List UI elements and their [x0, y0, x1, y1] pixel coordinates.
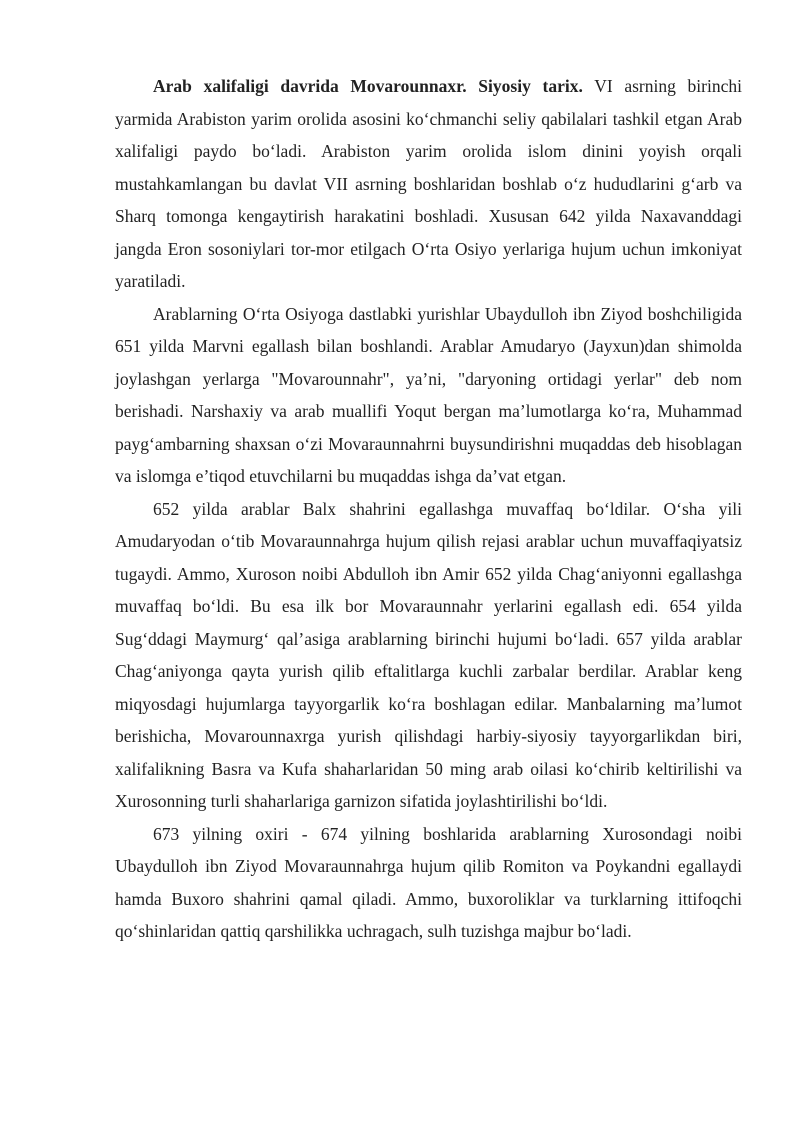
paragraph-3: 652 yilda arablar Balx shahrini egallashga muvaffaq bo‘ldilar. O‘sha yili Amudaryodan o‘tib Movaraunnahrga hujum qilish rejasi arablar uchun muvaffaqiyatsiz tugaydi. Ammo, Xuroson noibi Abdulloh ibn Amir 652 yilda Chag‘aniyonni egallashga muvaffaq bo‘ldi. Bu esa ilk bor Movaraunnahr yerlarini egallash edi. 654 yilda Sug‘ddagi Maymurg‘ qal’asiga arablarning birinchi hujumi bo‘ladi. 657 yilda arablar Chag‘aniyonga qayta yurish qilib eftalitlarga kuchli zarbalar berdilar. Arablar keng miqyosdagi hujumlarga tayyorgarlik ko‘ra boshlagan edilar. Manbalarning ma’lumot berishicha, Movarounnaxrga yurish qilishdagi harbiy-siyosiy tayyorgarlikdan biri, xalifalikning Basra va Kufa shaharlaridan 50 ming arab oilasi ko‘chirib keltirilishi va Xurosonning turli shaharlariga garnizon sifatida joylashtirilishi bo‘ldi.	[115, 498, 742, 811]
section-heading: Arab xalifaligi davrida Movarounnaxr. Siyosiy tarix.	[153, 76, 583, 96]
paragraph-2: Arablarning O‘rta Osiyoga dastlabki yurishlar Ubaydulloh ibn Ziyod boshchiligida 651 yilda Marvni egallash bilan boshlandi. Arablar Amudaryo (Jayxun)dan shimolda joylashgan yerlarga "Movarounnahr", ya’ni, "daryoning ortidagi yerlar" deb nom berishadi. Narshaxiy va arab muallifi Yoqut bergan ma’lumotlarga ko‘ra, Muhammad payg‘ambarning shaxsan o‘zi Movaraunnahrni buysundirishni muqaddas deb hisoblagan va islomga e’tiqod etuvchilarni bu muqaddas ishga da’vat etgan.	[115, 303, 742, 486]
paragraph-4: 673 yilning oxiri - 674 yilning boshlarida arablarning Xurosondagi noibi Ubaydulloh ibn Ziyod Movaraunnahrga hujum qilib Romiton va Poykandni egallaydi hamda Buxoro shahrini qamal qiladi. Ammo, buxoroliklar va turklarning ittifoqchi qo‘shinlaridan qattiq qarshilikka uchragach, sulh tuzishga majbur bo‘ladi.	[115, 823, 742, 941]
paragraph-1-text: VI asrning birinchi yarmida Arabiston yarim orolida asosini ko‘chmanchi seliy qabilalari tashkil etgan Arab xalifaligi paydo bo‘ladi. Arabiston yarim orolida islom dinini yoyish orqali mustahkamlangan bu davlat VII asrning boshlaridan boshlab o‘z hududlarini g‘arb va Sharq tomonga kengaytirish harakatini boshladi. Xususan 642 yilda Naxavanddagi jangda Eron sosoniylari tor-mor etilgach O‘rta Osiyo yerlariga hujum uchun imkoniyat yaratiladi.	[115, 76, 742, 291]
document-page	[115, 70, 742, 948]
paragraph-1	[115, 70, 742, 298]
